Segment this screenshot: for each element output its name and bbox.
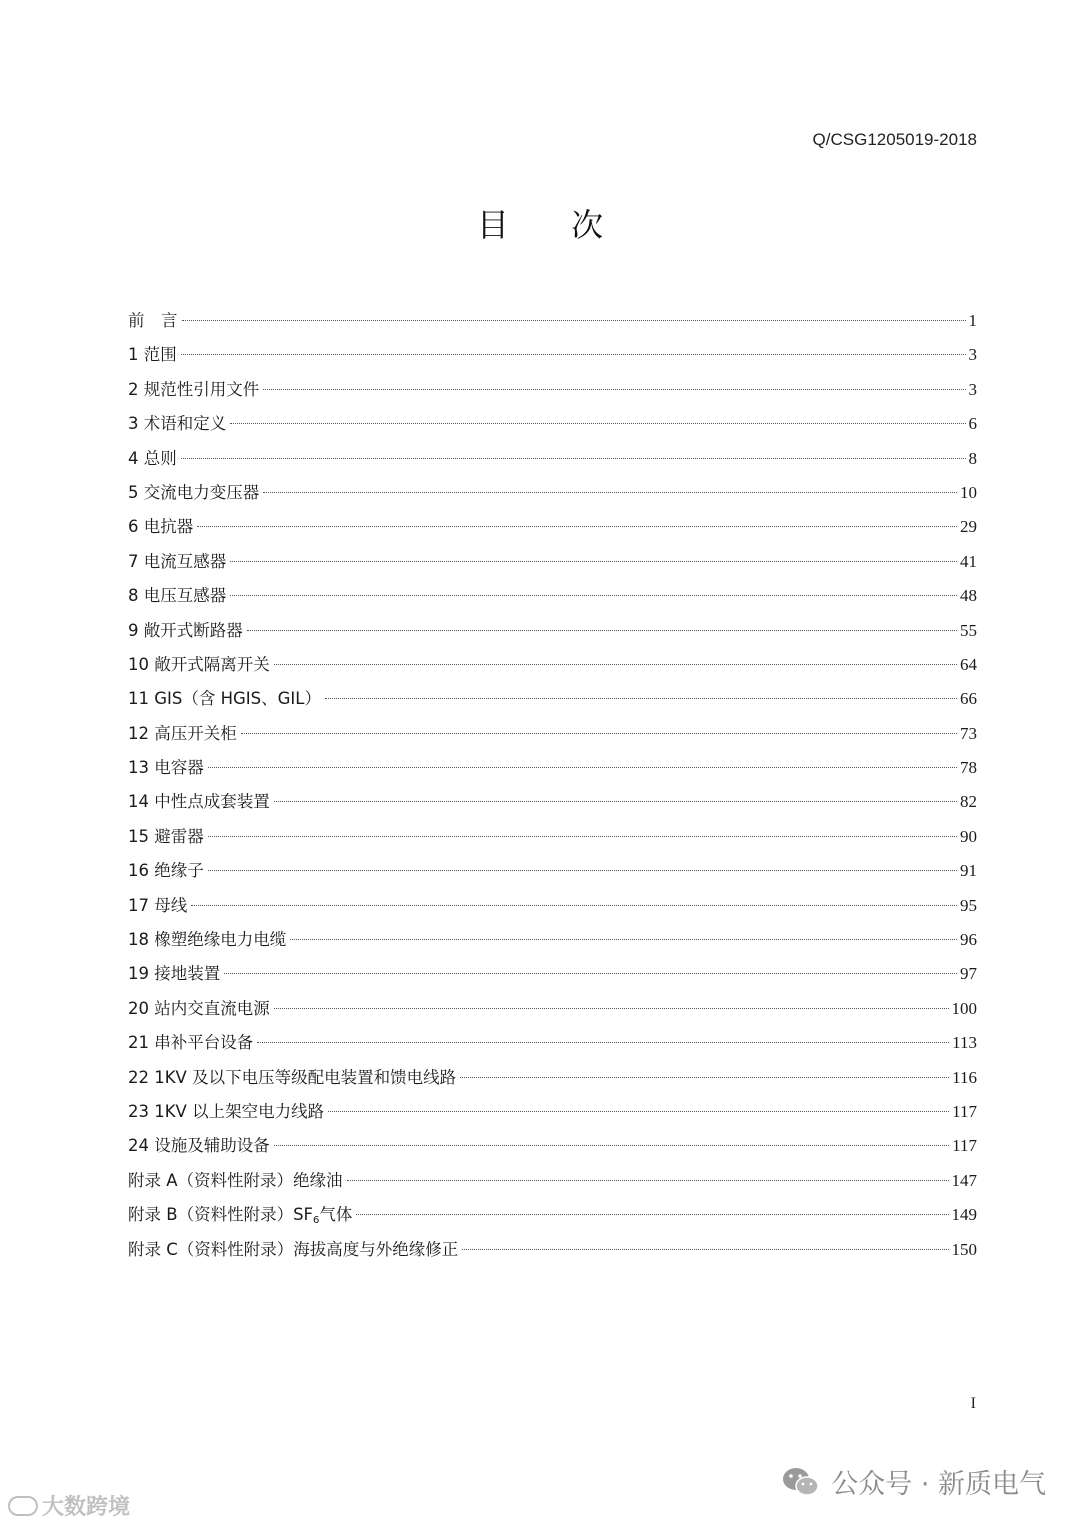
toc-entry-label: 8 电压互感器 xyxy=(128,586,227,606)
toc-entry-page-number: 66 xyxy=(960,689,977,709)
toc-entry[interactable] xyxy=(128,1198,977,1232)
document-code: Q/CSG1205019-2018 xyxy=(812,130,977,149)
toc-entry-label: 12 高压开关柜 xyxy=(128,723,237,743)
toc-entry-page-number: 117 xyxy=(952,1136,977,1156)
toc-entry-page-number: 82 xyxy=(960,792,977,812)
toc-entry-page-number: 90 xyxy=(960,826,977,846)
dot-leader xyxy=(274,801,957,802)
toc-entry[interactable] xyxy=(128,442,977,476)
dot-leader xyxy=(230,561,957,562)
toc-entry-page-number: 149 xyxy=(951,1205,977,1225)
toc-entry-page-number: 113 xyxy=(952,1033,977,1053)
dot-leader xyxy=(230,423,965,424)
toc-entry-label: 20 站内交直流电源 xyxy=(128,998,270,1018)
toc-entry-label: 4 总则 xyxy=(128,448,177,468)
toc-entry-label: 14 中性点成套装置 xyxy=(128,792,270,812)
toc-entry[interactable] xyxy=(128,1095,977,1129)
toc-entry[interactable] xyxy=(128,682,977,716)
toc-entry[interactable] xyxy=(128,854,977,888)
toc-entry-page-number: 8 xyxy=(968,448,977,468)
toc-entry-label: 17 母线 xyxy=(128,895,188,915)
toc-entry-label: 10 敞开式隔离开关 xyxy=(128,654,270,674)
page-number: I xyxy=(970,1395,976,1412)
dot-leader xyxy=(241,733,957,734)
toc-entry-page-number: 55 xyxy=(960,620,977,640)
toc-entry[interactable] xyxy=(128,1061,977,1095)
toc-entry[interactable] xyxy=(128,889,977,923)
toc-entry[interactable] xyxy=(128,923,977,957)
dot-leader xyxy=(462,1249,948,1250)
toc-entry-page-number: 97 xyxy=(960,964,977,984)
toc-entry[interactable] xyxy=(128,751,977,785)
toc-entry-page-number: 29 xyxy=(960,517,977,537)
dot-leader xyxy=(347,1180,949,1181)
dot-leader xyxy=(191,905,957,906)
toc-entry[interactable] xyxy=(128,648,977,682)
toc-entry-page-number: 1 xyxy=(968,311,977,330)
toc-entry-label: 1 范围 xyxy=(128,345,177,365)
toc-entry-page-number: 3 xyxy=(968,379,977,399)
toc-entry-label: 11 GIS（含 HGIS、GIL） xyxy=(128,689,321,709)
toc-entry[interactable] xyxy=(128,510,977,544)
dot-leader xyxy=(230,595,957,596)
toc-entry-page-number: 48 xyxy=(960,586,977,606)
toc-entry-page-number: 150 xyxy=(951,1239,977,1259)
toc-entry-label: 3 术语和定义 xyxy=(128,414,227,434)
toc-entry[interactable] xyxy=(128,304,977,338)
toc-entry-label: 13 电容器 xyxy=(128,758,204,778)
toc-entry[interactable] xyxy=(128,1129,977,1163)
toc-entry-label: 6 电抗器 xyxy=(128,517,194,537)
toc-entry-label-subscript: 6 xyxy=(313,1215,320,1227)
toc-entry-page-number: 3 xyxy=(968,345,977,365)
toc-entry-label-post: 气体 xyxy=(319,1205,353,1225)
dot-leader xyxy=(263,492,957,493)
dot-leader xyxy=(274,1008,949,1009)
dot-leader xyxy=(328,1111,949,1112)
toc-entry-page-number: 64 xyxy=(960,654,977,674)
dot-leader xyxy=(181,458,966,459)
dot-leader xyxy=(263,389,965,390)
toc-entry-label: 21 串补平台设备 xyxy=(128,1033,254,1053)
toc-entry-page-number: 116 xyxy=(952,1067,977,1087)
dot-leader xyxy=(274,664,957,665)
toc-entry[interactable] xyxy=(128,614,977,648)
toc-entry-label-pre: 附录 B（资料性附录）SF xyxy=(128,1205,314,1225)
toc-entry[interactable] xyxy=(128,820,977,854)
toc-entry-label: 附录 C（资料性附录）海拔高度与外绝缘修正 xyxy=(128,1239,459,1259)
dot-leader xyxy=(274,1145,949,1146)
toc-entry[interactable] xyxy=(128,1164,977,1198)
toc-entry[interactable] xyxy=(128,1233,977,1267)
toc-entry-page-number: 41 xyxy=(960,551,977,571)
toc-entry-label: 附录 A（资料性附录）绝缘油 xyxy=(128,1170,343,1190)
wechat-icon xyxy=(781,1465,821,1499)
toc-entry-page-number: 147 xyxy=(951,1170,977,1190)
toc-entry-page-number: 78 xyxy=(960,758,977,778)
dot-leader xyxy=(257,1042,949,1043)
toc-entry-page-number: 100 xyxy=(951,998,977,1018)
watermark-left xyxy=(8,1490,130,1521)
toc-entry-page-number: 73 xyxy=(960,723,977,743)
toc-entry[interactable] xyxy=(128,476,977,510)
toc-entry-label: 15 避雷器 xyxy=(128,826,204,846)
toc-entry[interactable] xyxy=(128,1026,977,1060)
toc-entry[interactable] xyxy=(128,579,977,613)
dot-leader xyxy=(197,526,957,527)
dot-leader xyxy=(181,354,966,355)
toc-entry-page-number: 6 xyxy=(968,414,977,434)
dot-leader xyxy=(356,1214,948,1215)
dot-leader xyxy=(182,320,966,321)
toc-entry[interactable] xyxy=(128,338,977,372)
watermark-right xyxy=(781,1462,1046,1501)
toc-entry[interactable] xyxy=(128,785,977,819)
dot-leader xyxy=(208,836,957,837)
toc-entry-label: 24 设施及辅助设备 xyxy=(128,1136,270,1156)
watermark-right-text: 公众号 · 新质电气 xyxy=(831,1469,1046,1500)
toc-entry[interactable] xyxy=(128,957,977,991)
dot-leader xyxy=(208,767,957,768)
toc-entry-page-number: 10 xyxy=(960,482,977,502)
toc-entry-label: 18 橡塑绝缘电力电缆 xyxy=(128,930,287,950)
toc-entry[interactable] xyxy=(128,407,977,441)
dot-leader xyxy=(290,939,957,940)
toc-entry-page-number: 91 xyxy=(960,861,977,881)
toc-entry-label: 23 1KV 以上架空电力线路 xyxy=(128,1101,325,1121)
toc-entry[interactable] xyxy=(128,373,977,407)
toc-entry-page-number: 95 xyxy=(960,895,977,915)
toc-entry[interactable] xyxy=(128,545,977,579)
dot-leader xyxy=(247,630,957,631)
page-title: 目 次 xyxy=(476,206,630,244)
toc-entry-label: 2 规范性引用文件 xyxy=(128,379,260,399)
toc-entry-label: 7 电流互感器 xyxy=(128,551,227,571)
toc-entry-label: 22 1KV 及以下电压等级配电装置和馈电线路 xyxy=(128,1067,457,1087)
toc-entry-label: 16 绝缘子 xyxy=(128,861,204,881)
toc-entry-label: 前 言 xyxy=(128,311,178,330)
cloud-icon xyxy=(8,1496,38,1516)
dot-leader xyxy=(208,870,957,871)
toc-entry-page-number: 117 xyxy=(952,1101,977,1121)
dot-leader xyxy=(460,1077,949,1078)
dot-leader xyxy=(325,698,957,699)
toc-entry-label: 9 敞开式断路器 xyxy=(128,620,243,640)
toc-entry[interactable] xyxy=(128,992,977,1026)
toc-entry-label: 5 交流电力变压器 xyxy=(128,482,260,502)
toc-entry[interactable] xyxy=(128,717,977,751)
toc-entry-page-number: 96 xyxy=(960,930,977,950)
dot-leader xyxy=(224,973,957,974)
table-of-contents xyxy=(128,304,977,1267)
watermark-left-text: 大数跨境 xyxy=(42,1495,131,1520)
toc-entry-label: 19 接地装置 xyxy=(128,964,221,984)
